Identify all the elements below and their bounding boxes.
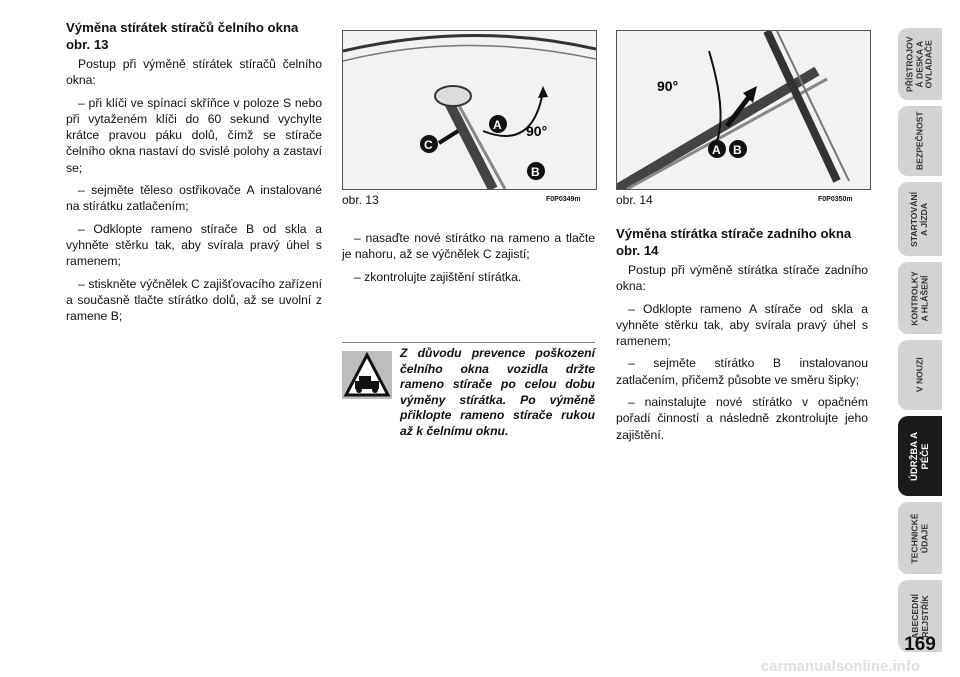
page-number: 169 [904,634,936,655]
label-a: A [493,118,502,132]
figure-14-code: F0P0350m [818,196,853,203]
tab-pristrojova-deska[interactable]: PŘÍSTROJOV Á DESKA A OVLADAČE [898,28,942,100]
label-b: B [733,143,742,157]
figure-14-caption: obr. 14 [616,193,653,207]
section-heading-rear: Výměna stírátka stírače zadního okna obr. 14 [616,226,852,258]
paragraph: Postup při výměně stírátka stírače zadního okna: [616,263,868,294]
label-c: C [424,138,433,152]
paragraph: – při klíči ve spínací skříňce v poloze S nebo při vytaženém klíči do 60 sekund vychylte krátce pravou páku dolů, čímž se stírače čelního okna nastaví do svislé polohy a zastaví se; [66,95,322,175]
label-b: B [531,165,540,179]
figure-14-rear-wiper [616,30,871,190]
section-heading-windshield: Výměna stírátek stíračů čelního okna obr. 13 [66,20,299,52]
column-right [616,226,868,449]
angle-label: 90° [526,123,548,139]
tab-abecedni-rejstrik[interactable]: ABECEDNÍ REJSTŘÍK [898,580,942,652]
tab-startovani[interactable]: STARTOVÁNÍ A JÍZDA [898,182,942,256]
warning-box [342,342,595,438]
tab-technicke-udaje[interactable]: TECHNICKÉ ÚDAJE [898,502,942,574]
paragraph: – sejměte stírátko B instalovanou zatlačením, přičemž působte ve směru šipky; [616,356,868,387]
paragraph: – Odklopte rameno A stírače od skla a vyhněte stěrku tak, aby svírala pravý úhel s ramenem; [616,301,868,349]
paragraph: – sejměte těleso ostřikovače A instalované na stírátku zatlačením; [66,183,322,214]
tab-kontrolky[interactable]: KONTROLKY A HLÁŠENÍ [898,262,942,334]
figure-13-code: F0P0349m [546,196,581,203]
tab-udrzba[interactable]: ÚDRŽBA A PÉČE [898,416,942,496]
figure-13-caption: obr. 13 [342,193,379,207]
figure-13-wiper-blade [342,30,597,190]
paragraph: – stiskněte výčnělek C zajišťovacího zařízení a současně tlačte stírátko dolů, až se uvolní z ramene B; [66,276,322,324]
angle-label: 90° [657,78,679,94]
tab-bezpecnost[interactable]: BEZPEČNOST [898,106,942,176]
paragraph: – zkontrolujte zajištění stírátka. [354,269,522,284]
warning-text: Z důvodu prevence poškození čelního okna vozidla držte rameno stírače po celou dobu výměny stírátka. Po výměně přiklopte rameno stírače rukou až k čelnímu oknu. [400,346,595,438]
paragraph: Postup při výměně stírátek stíračů čelního okna: [66,57,322,88]
tab-v-nouzi[interactable]: V NOUZI [898,340,942,410]
paragraph: – Odklopte rameno stírače B od skla a vyhněte stěrku tak, aby svírala pravý úhel s ramenem; [66,221,322,269]
paragraph: – nainstalujte nové stírátko v opačném pořadí činností a následně zkontrolujte jeho zajištění. [616,395,868,442]
label-a: A [712,143,721,157]
watermark: carmanualsonline.info [760,658,920,675]
column-left [66,20,322,330]
watermark-bar [0,658,960,677]
column-middle [342,230,595,291]
paragraph: – nasaďte nové stírátko na rameno a tlačte je nahoru, až se výčnělek C zajistí; [342,231,595,262]
